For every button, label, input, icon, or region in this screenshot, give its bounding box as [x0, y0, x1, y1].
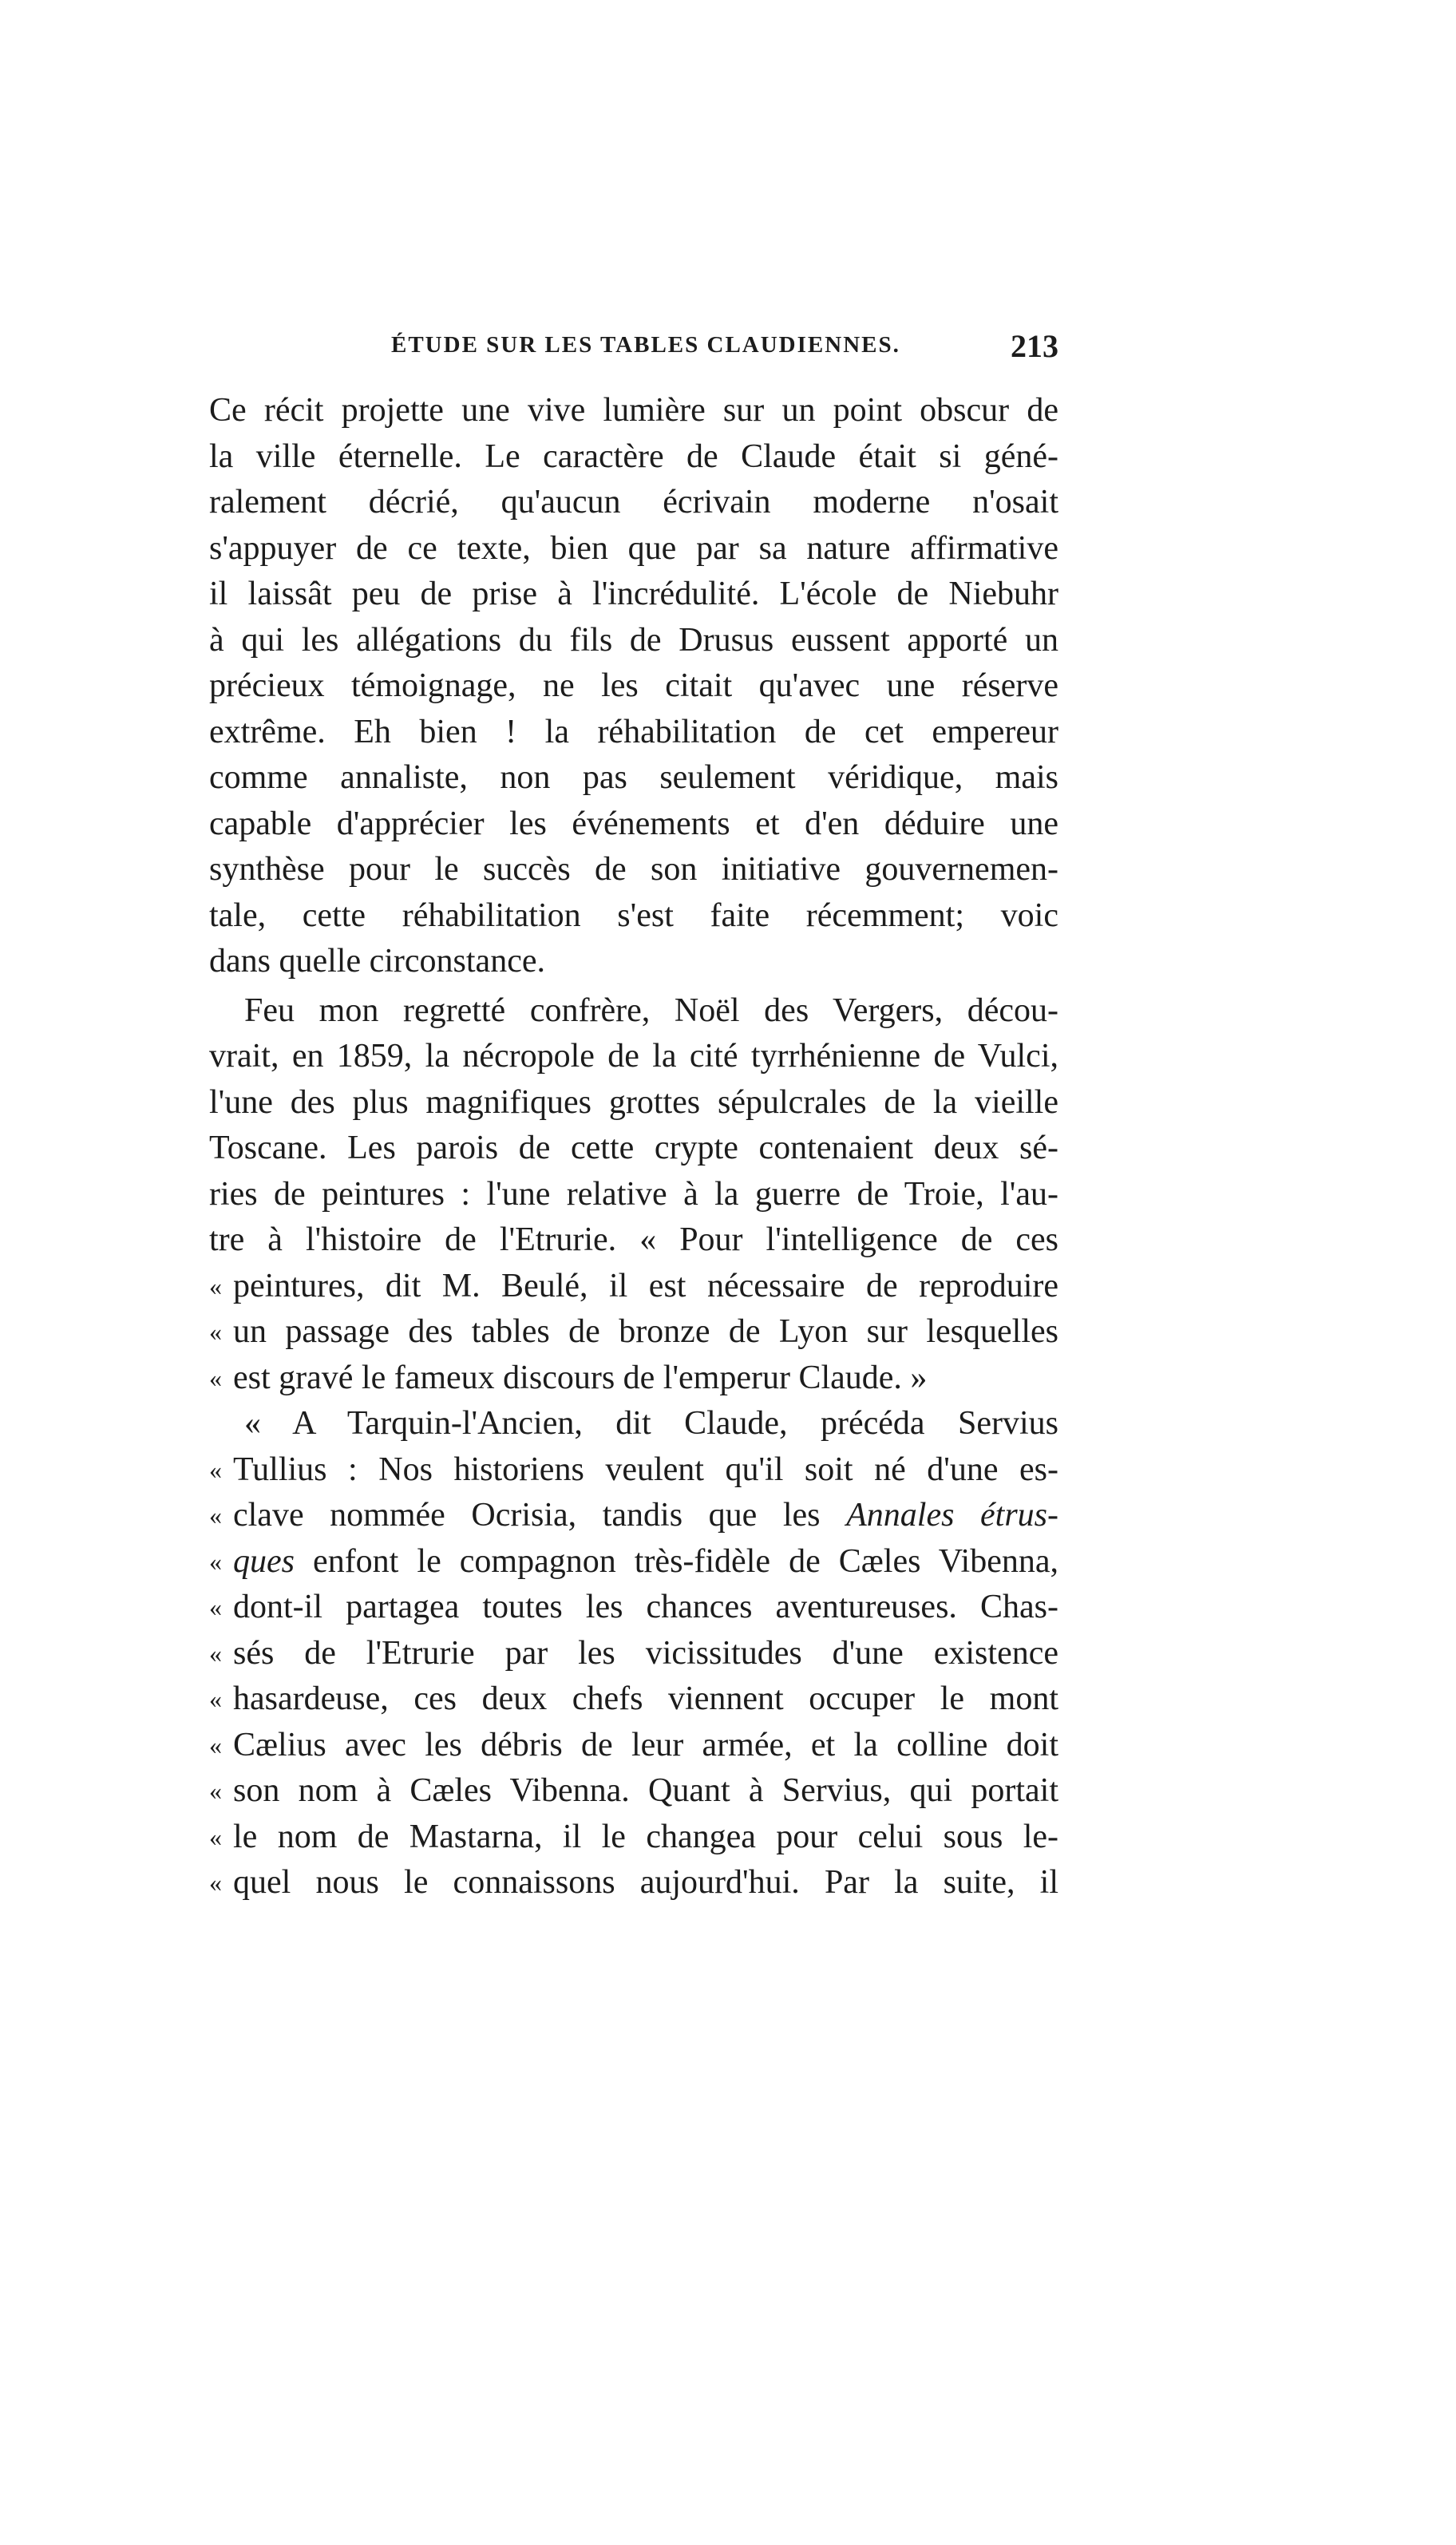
quoted-line: « Cælius avec les débris de leur armée, et la colline doit — [209, 1723, 1058, 1769]
paragraph-1 — [209, 388, 1058, 985]
quoted-line: « sés de l'Etrurie par les vicissitudes d'une existence — [209, 1631, 1058, 1677]
paragraph-3 — [209, 1401, 1058, 1906]
quoted-line: « le nom de Mastarna, il le changea pour celui sous le- — [209, 1815, 1058, 1861]
text-line: tre à l'histoire de l'Etrurie. « Pour l'intelligence de ces — [209, 1221, 1058, 1258]
text-line: il laissât peu de prise à l'incrédulité. L'école de Niebuhr — [209, 576, 1058, 612]
quoted-line: « peintures, dit M. Beulé, il est nécessaire de reproduire — [209, 1264, 1058, 1310]
quoted-line: « Tullius : Nos historiens veulent qu'il soit né d'une es- — [209, 1447, 1058, 1494]
quoted-line: « clave nommée Ocrisia, tandis que les Annales étrus- — [209, 1493, 1058, 1539]
text-line: ralement décrié, qu'aucun écrivain moderne n'osait — [209, 484, 1058, 520]
italic-title: ques — [233, 1542, 295, 1580]
quote-mark: « — [209, 1730, 222, 1759]
quoted-line: « est gravé le fameux discours de l'emperur Claude. » — [209, 1356, 1058, 1402]
quote-mark: « — [209, 1455, 222, 1484]
text-line: dans quelle circonstance. — [209, 943, 545, 980]
quote-mark: « — [209, 1776, 222, 1805]
quote-mark: « — [209, 1271, 222, 1300]
italic-title: Annales étrus- — [846, 1497, 1059, 1534]
text-line: s'appuyer de ce texte, bien que par sa nature affirmative — [209, 529, 1058, 567]
book-page — [209, 327, 1058, 1906]
text-line: ries de peintures : l'une relative à la guerre de Troie, l'au- — [209, 1175, 1058, 1213]
text-line: précieux témoignage, ne les citait qu'avec une réserve — [209, 667, 1058, 704]
quoted-line: « son nom à Cæles Vibenna. Quant à Servius, qui portait — [209, 1768, 1058, 1815]
quote-mark: « — [209, 1363, 222, 1392]
quote-mark: « — [209, 1546, 222, 1576]
text-line: Feu mon regretté confrère, Noël des Vergers, décou- — [244, 991, 1058, 1029]
text-line: l'une des plus magnifiques grottes sépulcrales de la vieille — [209, 1083, 1058, 1121]
text-line: comme annaliste, non pas seulement véridique, mais — [209, 759, 1058, 796]
running-head — [209, 327, 1058, 375]
text-line: synthèse pour le succès de son initiative gouvernemen- — [209, 851, 1058, 888]
quoted-line: « dont-il partagea toutes les chances aventureuses. Chas- — [209, 1585, 1058, 1631]
quote-mark: « — [209, 1501, 222, 1530]
text-line: extrême. Eh bien ! la réhabilitation de cet empereur — [209, 713, 1058, 750]
text-line: à qui les allégations du fils de Drusus eussent apporté un — [209, 621, 1058, 659]
quote-mark: « — [209, 1868, 222, 1897]
text-line: Toscane. Les parois de cette crypte contenaient deux sé- — [209, 1130, 1058, 1166]
paragraph-2 — [209, 988, 1058, 1402]
quoted-line: « hasardeuse, ces deux chefs viennent occuper le mont — [209, 1676, 1058, 1723]
text-line: vrait, en 1859, la nécropole de la cité tyrrhénienne de Vulci, — [209, 1038, 1058, 1075]
quoted-line: « un passage des tables de bronze de Lyon sur lesquelles — [209, 1309, 1058, 1356]
quote-mark: « — [209, 1593, 222, 1621]
text-line: la ville éternelle. Le caractère de Claude était si géné- — [209, 437, 1058, 475]
quote-mark: « — [209, 1638, 222, 1668]
text-line: tale, cette réhabilitation s'est faite récemment; voic — [209, 896, 1058, 934]
text-line: capable d'apprécier les événements et d'en déduire une — [209, 805, 1058, 842]
running-title: ÉTUDE SUR LES TABLES CLAUDIENNES. — [391, 332, 900, 358]
quoted-line: « quel nous le connaissons aujourd'hui. Par la suite, il — [209, 1860, 1058, 1906]
page-number: 213 — [1011, 328, 1058, 364]
text-line: « A Tarquin-l'Ancien, dit Claude, précéda Servius — [244, 1405, 1058, 1442]
quote-mark: « — [209, 1822, 222, 1851]
text-line: Ce récit projette une vive lumière sur un point obscur de — [209, 392, 1058, 429]
quote-mark: « — [209, 1684, 222, 1713]
quoted-line: « ques enfont le compagnon très-fidèle de Cæles Vibenna, — [209, 1539, 1058, 1585]
quote-mark: « — [209, 1317, 222, 1346]
